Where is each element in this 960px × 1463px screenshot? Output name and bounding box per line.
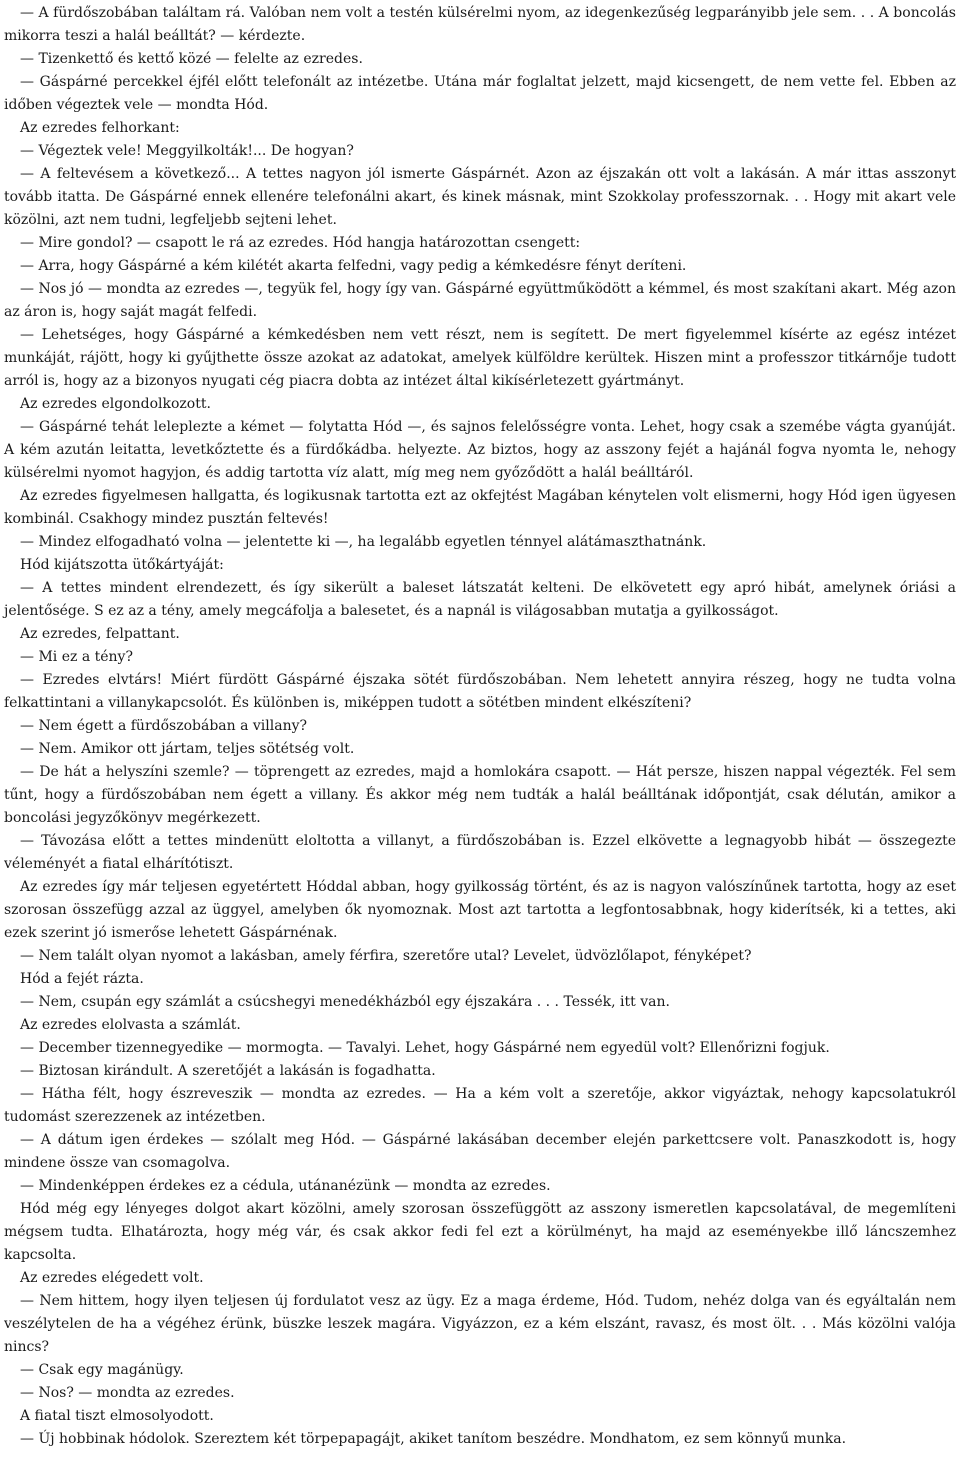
paragraph: — A fürdőszobában találtam rá. Valóban nem volt a testén külsérelmi nyom, az idegenkezűség legparányibb jele sem. . . A boncolás mikorra teszi a halál beálltát? — kérdezte. [4,5,956,44]
paragraph: — Gáspárné percekkel éjfél előtt telefonált az intézetbe. Utána már foglaltat jelzett, majd kicsengett, de nem vette fel. Ebben az időben végeztek vele — mondta Hód. [4,74,956,113]
paragraph: Az ezredes így már teljesen egyetértett Hóddal abban, hogy gyilkosság történt, és az is nagyon valószínűnek tartotta, hogy az eset szorosan összefügg azzal az üggyel, amelyben ők nyomoznak. Most azt tartotta a legfontosabbnak, hogy kiderítsék, ki a tettes, aki ezek szerint jó ismerőse lehetett Gáspárnénak. [4,879,956,941]
paragraph: Az ezredes elégedett volt. [20,1270,204,1286]
paragraph: — A feltevésem a következő... A tettes nagyon jól ismerte Gáspárnét. Azon az éjszakán ott volt a lakásán. A már ittas asszonyt tovább itatta. De Gáspárné ennek ellenére telefonálni akart, és kinek másnak, mint Szokkolay professzornak. . . Hogy mit akart vele közölni, azt nem tudni, legfeljebb sejteni lehet. [4,166,956,228]
paragraph: — Hátha félt, hogy észreveszik — mondta az ezredes. — Ha a kém volt a szeretője, akkor vigyáztak, nehogy kapcsolatukról tudomást szerezzenek az intézetben. [4,1086,956,1125]
paragraph: — Mire gondol? — csapott le rá az ezredes. Hód hangja határozottan csengett: [20,235,581,251]
paragraph: Az ezredes figyelmesen hallgatta, és logikusnak tartotta ezt az okfejtést Magában kénytelen volt elismerni, hogy Hód igen ügyesen kombinál. Csakhogy mindez pusztán feltevés! [4,488,956,527]
paragraph: — Csak egy magánügy. [20,1362,184,1378]
paragraph: — Új hobbinak hódolok. Szereztem két törpepapagájt, akiket tanítom beszédre. Mondhatom, ez sem könnyű munka. [20,1431,847,1447]
paragraph: — Nem hittem, hogy ilyen teljesen új fordulatot vesz az ügy. Ez a maga érdeme, Hód. Tudom, nehéz dolga van és egyáltalán nem veszélytelen de ha a végéhez érünk, büszke leszek magára. Vigyázzon, ez a kém elszánt, ravasz, és most ölt. . . Más közölni valója nincs? [4,1293,956,1355]
paragraph: Hód még egy lényeges dolgot akart közölni, amely szorosan összefüggött az asszony ismeretlen kapcsolatával, de megemlíteni mégsem tudta. Elhatározta, hogy még vár, és csak akkor fedi fel ezt a körülményt, ha majd az eseményekbe illő láncszemhez kapcsolta. [4,1201,956,1263]
paragraph: — Nem talált olyan nyomot a lakásban, amely férfira, szeretőre utal? Levelet, üdvözlőlapot, fényképet? [20,948,752,964]
paragraph: — Ezredes elvtárs! Miért fürdött Gáspárné éjszaka sötét fürdőszobában. Nem lehetett annyira részeg, hogy ne tudta volna felkattintani a villanykapcsolót. És különben is, miképpen tudott a sötétben mindent elkészíteni? [4,672,956,711]
paragraph: — A dátum igen érdekes — szólalt meg Hód. — Gáspárné lakásában december elején parkettcsere volt. Panaszkodott is, hogy mindene össze van csomagolva. [4,1132,956,1171]
paragraph: — Mi ez a tény? [20,649,133,665]
paragraph: Az ezredes elolvasta a számlát. [20,1017,241,1033]
paragraph: — Távozása előtt a tettes mindenütt eloltotta a villanyt, a fürdőszobában is. Ezzel elkövette a legnagyobb hibát — összegezte véleményét a fiatal elhárítótiszt. [4,833,956,872]
paragraph: — Gáspárné tehát leleplezte a kémet — folytatta Hód —, és sajnos felelősségre vonta. Lehet, hogy csak a szemébe vágta gyanúját. A kém azután leitatta, levetkőztette és a fürdőkádba. helyezte. Az biztos, hogy az asszony fejét a hajánál fogva nyomta le, nehogy külsérelmi nyomot hagyjon, és addig tartotta víz alatt, míg meg nem győződött a halál beálltáról. [4,419,956,481]
paragraph: Az ezredes elgondolkozott. [20,396,211,412]
paragraph: A fiatal tiszt elmosolyodott. [20,1408,214,1424]
paragraph: — Nem égett a fürdőszobában a villany? [20,718,308,734]
paragraph: Hód a fejét rázta. [20,971,144,987]
paragraph: — Nem, csupán egy számlát a csúcshegyi menedékházból egy éjszakára . . . Tessék, itt van. [20,994,670,1010]
paragraph: Az ezredes felhorkant: [20,120,180,136]
paragraph: — Mindez elfogadható volna — jelentette ki —, ha legalább egyetlen ténnyel alátámaszthatnánk. [20,534,707,550]
paragraph: — Végeztek vele! Meggyilkolták!... De hogyan? [20,143,354,159]
paragraph: — A tettes mindent elrendezett, és így sikerült a baleset látszatát kelteni. De elkövetett egy apró hibát, amelynek óriási a jelentősége. S ez az a tény, amely megcáfolja a balesetet, és a napnál is világosabban mutatja a gyilkosságot. [4,580,956,619]
paragraph: — Biztosan kirándult. A szeretőjét a lakásán is fogadhatta. [20,1063,436,1079]
paragraph: — Nem. Amikor ott jártam, teljes sötétség volt. [20,741,355,757]
paragraph: — Nos jó — mondta az ezredes —, tegyük fel, hogy így van. Gáspárné együttműködött a kémmel, és most szakítani akart. Még azon az áron is, hogy saját magát felfedi. [4,281,956,320]
paragraph: — Nos? — mondta az ezredes. [20,1385,235,1401]
paragraph: — December tizennegyedike — mormogta. — Tavalyi. Lehet, hogy Gáspárné nem egyedül volt? Ellenőrizni fogjuk. [20,1040,830,1056]
paragraph: — Mindenképpen érdekes ez a cédula, utánanézünk — mondta az ezredes. [20,1178,551,1194]
paragraph: Az ezredes, felpattant. [20,626,180,642]
paragraph: — De hát a helyszíni szemle? — töprengett az ezredes, majd a homlokára csapott. — Hát persze, hiszen nappal végezték. Fel sem tűnt, hogy a fürdőszobában nem égett a villany. És akkor még nem tudták a halál beálltának időpontját, csak délután, amikor a boncolási jegyzőkönyv megérkezett. [4,764,956,826]
paragraph: — Arra, hogy Gáspárné a kém kilétét akarta felfedni, vagy pedig a kémkedésre fényt deríteni. [20,258,687,274]
paragraph: — Tizenkettő és kettő közé — felelte az ezredes. [20,51,363,67]
paragraph: — Lehetséges, hogy Gáspárné a kémkedésben nem vett részt, nem is segített. De mert figyelemmel kísérte az egész intézet munkáját, rájött, hogy ki gyűjthette össze azokat az adatokat, amelyek külföldre kerültek. Hiszen mint a professzor titkárnője tudott arról is, hogy az a bizonyos nyugati cég piacra dobta az intézet által kikísérletezett gyártmányt. [4,327,956,389]
document-body [4,2,956,1451]
paragraph: Hód kijátszotta ütőkártyáját: [20,557,224,573]
